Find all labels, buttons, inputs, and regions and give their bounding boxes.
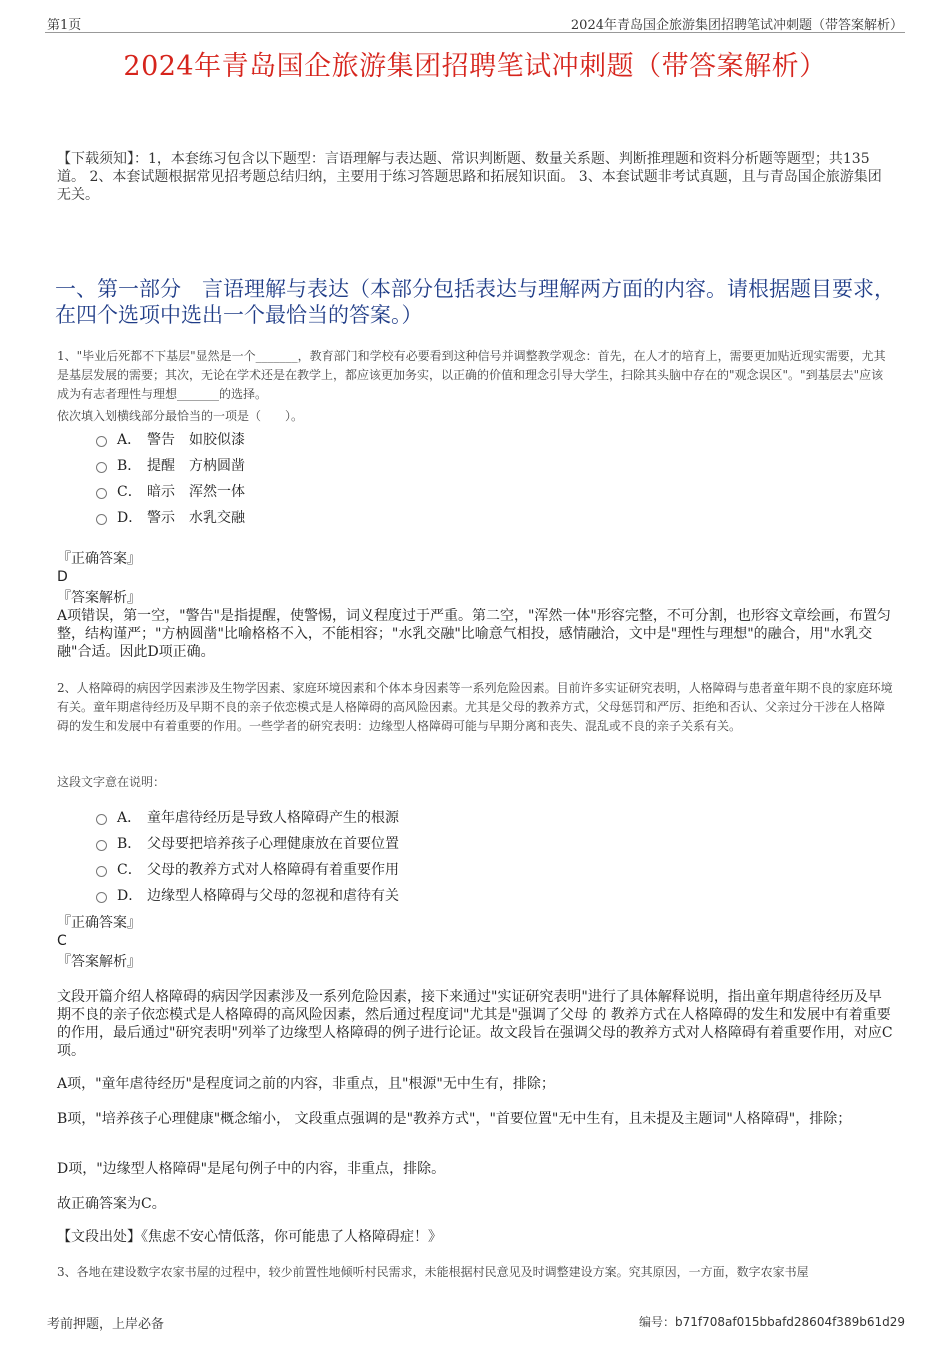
- radio-icon[interactable]: [96, 462, 107, 473]
- option-a[interactable]: A． 警告 如胶似漆: [96, 426, 696, 452]
- question-2-stem: 2、人格障碍的病因学因素涉及生物学因素、家庭环境因素和个体本身因素等一系列危险因素。目前许多实证研究表明，人格障碍与患者童年期不良的家庭环境有关。童年期虐待经历及早期不良的亲子依恋模式是人格障碍的高风险因素。尤其是父母的教养方式，父母惩罚和严厉、拒绝和否认、父亲过分干涉在人格障碍的发生和发展中有着重要的作用。一些学者的研究表明：边缘型人格障碍可能与早期分离和丧失、混乱或不良的亲子关系有关。: [57, 681, 893, 733]
- radio-icon[interactable]: [96, 892, 107, 903]
- option-c[interactable]: C． 父母的教养方式对人格障碍有着重要作用: [96, 856, 696, 882]
- analysis-conclusion: 故正确答案为C。: [57, 1196, 166, 1212]
- option-a[interactable]: A． 童年虐待经历是导致人格障碍产生的根源: [96, 804, 696, 830]
- option-d[interactable]: D． 边缘型人格障碍与父母的忽视和虐待有关: [96, 882, 696, 908]
- analysis-paragraph: D项，"边缘型人格障碍"是尾句例子中的内容，非重点，排除。: [57, 1161, 446, 1177]
- answer-value: C: [57, 933, 67, 949]
- answer-label: 『正确答案』: [57, 915, 141, 931]
- analysis-label: 『答案解析』: [57, 590, 141, 606]
- download-notice: 【下载须知】：1，本套练习包含以下题型：言语理解与表达题、常识判断题、数量关系题、判断推理题和资料分析题等题型；共135道。 2、本套试题根据常见招考题总结归纳，主要用于练习答题思路和拓展知识面。 3、本套试题非考试真题，且与青岛国企旅游集团无关。: [57, 151, 882, 203]
- header-doc-title: 2024年青岛国企旅游集团招聘笔试冲刺题（带答案解析）: [570, 18, 903, 33]
- section-heading: 一、第一部分 言语理解与表达（本部分包括表达与理解两方面的内容。请根据题目要求，在四个选项中选出一个最恰当的答案。）: [55, 277, 895, 327]
- analysis-paragraph: 文段开篇介绍人格障碍的病因学因素涉及一系列危险因素，接下来通过"实证研究表明"进行了具体解释说明，指出童年期虐待经历及早期不良的亲子依恋模式是人格障碍的高风险因素，然后通过程度词"尤其是"强调了父母 的 教养方式在人格障碍的发生和发展中有着重要的作用，最后通过"研究表明"列举了边缘型人格障碍的例子进行论证。故文段旨在强调父母的教养方式对人格障碍有着重要作用，对应C项。: [57, 989, 893, 1059]
- analysis-text: A项错误，第一空，"警告"是指提醒，使警惕，词义程度过于严重。第二空，"浑然一体"形容完整，不可分割，也形容文章绘画，布置匀整，结构谨严；"方枘圆凿"比喻格格不入，不能相容；"水乳交融"比喻意气相投，感情融洽，文中是"理性与理想"的融合，用"水乳交融"合适。因此D项正确。: [57, 608, 891, 660]
- answer-label: 『正确答案』: [57, 551, 141, 567]
- document-id: 编号：b71f708af015bbafd28604f389b61d29: [638, 1315, 905, 1329]
- radio-icon[interactable]: [96, 488, 107, 499]
- analysis-paragraph: B项，"培养孩子心理健康"概念缩小， 文段重点强调的是"教养方式"，"首要位置"无中生有，且未提及主题词"人格障碍"，排除；: [57, 1111, 852, 1127]
- radio-icon[interactable]: [96, 866, 107, 877]
- analysis-label: 『答案解析』: [57, 954, 141, 970]
- radio-icon[interactable]: [96, 814, 107, 825]
- analysis-paragraph: A项，"童年虐待经历"是程度词之前的内容，非重点，且"根源"无中生有，排除；: [57, 1076, 555, 1092]
- page-number: 第1页: [47, 18, 82, 33]
- option-d[interactable]: D． 警示 水乳交融: [96, 504, 696, 530]
- question-3-stem: 3、各地在建设数字农家书屋的过程中，较少前置性地倾听村民需求，未能根据村民意见及时调整建设方案。究其原因，一方面，数字农家书屋: [57, 1265, 809, 1279]
- page-title: 2024年青岛国企旅游集团招聘笔试冲刺题（带答案解析）: [123, 51, 827, 82]
- passage-source: 【文段出处】《焦虑不安心情低落，你可能患了人格障碍症！》: [57, 1229, 442, 1245]
- footer-slogan: 考前押题，上岸必备: [47, 1317, 165, 1332]
- question-1-options: [96, 426, 696, 530]
- question-2-prompt: 这段文字意在说明：: [57, 775, 166, 789]
- option-b[interactable]: B． 提醒 方枘圆凿: [96, 452, 696, 478]
- answer-value: D: [57, 569, 68, 585]
- question-1-prompt: 依次填入划横线部分最恰当的一项是（ ）。: [57, 409, 304, 423]
- option-c[interactable]: C． 暗示 浑然一体: [96, 478, 696, 504]
- radio-icon[interactable]: [96, 436, 107, 447]
- question-1-stem: 1、"毕业后死都不下基层"显然是一个_______，教育部门和学校有必要看到这种信号并调整教学观念：首先，在人才的培育上，需要更加贴近现实需要，尤其是基层发展的需要；其次，无论在学术还是在教学上，都应该更加务实，以正确的价值和理念引导大学生，扫除其头脑中存在的"观念误区"。"到基层去"应该成为有志者理性与理想_______的选择。: [57, 349, 886, 401]
- radio-icon[interactable]: [96, 840, 107, 851]
- page-header: [45, 10, 905, 33]
- question-2-options: [96, 804, 696, 908]
- option-b[interactable]: B． 父母要把培养孩子心理健康放在首要位置: [96, 830, 696, 856]
- radio-icon[interactable]: [96, 514, 107, 525]
